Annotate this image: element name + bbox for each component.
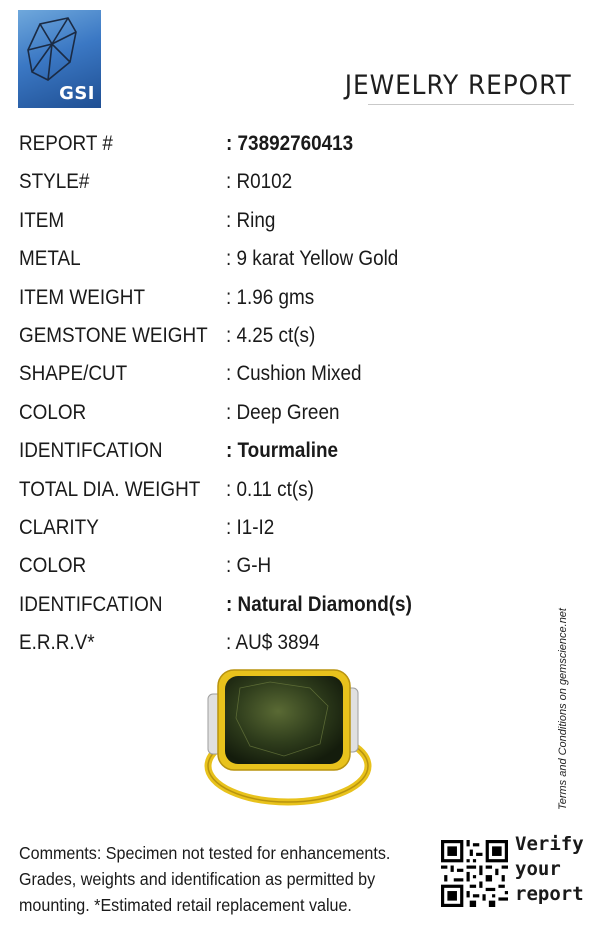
logo-text: GSI xyxy=(59,83,95,104)
detail-value: : 4.25 ct(s) xyxy=(226,323,316,347)
detail-label: ITEM WEIGHT xyxy=(19,285,145,309)
detail-value: : 0.11 ct(s) xyxy=(226,477,314,501)
detail-label: E.R.R.V* xyxy=(19,631,95,655)
verify-line: report xyxy=(515,883,584,905)
detail-value: : G-H xyxy=(226,554,272,578)
title-divider xyxy=(368,104,574,105)
detail-label: GEMSTONE WEIGHT xyxy=(19,323,208,347)
verify-report-link[interactable] xyxy=(515,832,584,907)
report-title: JEWELRY REPORT xyxy=(345,70,572,101)
detail-value: : Tourmaline xyxy=(226,439,339,463)
detail-label: METAL xyxy=(19,247,81,271)
detail-value: : I1-I2 xyxy=(226,515,275,539)
comments-block xyxy=(19,840,449,918)
detail-label: SHAPE/CUT xyxy=(19,362,128,386)
detail-value: : Deep Green xyxy=(226,400,340,424)
detail-label: STYLE# xyxy=(19,170,90,194)
detail-value: : 73892760413 xyxy=(226,132,354,155)
detail-label: IDENTIFCATION xyxy=(19,439,163,463)
detail-label: COLOR xyxy=(19,554,87,578)
detail-value: : R0102 xyxy=(226,170,293,194)
detail-label: COLOR xyxy=(19,400,87,424)
detail-label: REPORT # xyxy=(19,132,113,155)
detail-label: TOTAL DIA. WEIGHT xyxy=(19,477,201,501)
comments-line: mounting. *Estimated retail replacement value. xyxy=(19,895,352,915)
detail-value: : Natural Diamond(s) xyxy=(226,592,412,616)
verify-line: Verify xyxy=(515,833,584,855)
detail-value: : 1.96 gms xyxy=(226,285,315,309)
detail-value: : AU$ 3894 xyxy=(226,631,320,655)
detail-label: CLARITY xyxy=(19,515,99,539)
detail-value: : Cushion Mixed xyxy=(226,362,362,386)
detail-label: IDENTIFCATION xyxy=(19,592,163,616)
qr-code-icon[interactable] xyxy=(441,840,508,907)
comments-line: Comments: Specimen not tested for enhancements. xyxy=(19,843,391,863)
detail-value: : Ring xyxy=(226,208,276,232)
terms-text: Terms and Conditions on gemscience.net xyxy=(557,608,569,810)
detail-value: : 9 karat Yellow Gold xyxy=(226,247,399,271)
detail-label: ITEM xyxy=(19,208,65,232)
verify-line: your xyxy=(515,858,561,880)
comments-line: Grades, weights and identification as permitted by xyxy=(19,869,376,889)
gsi-logo xyxy=(18,10,101,108)
ring-image xyxy=(200,666,380,811)
